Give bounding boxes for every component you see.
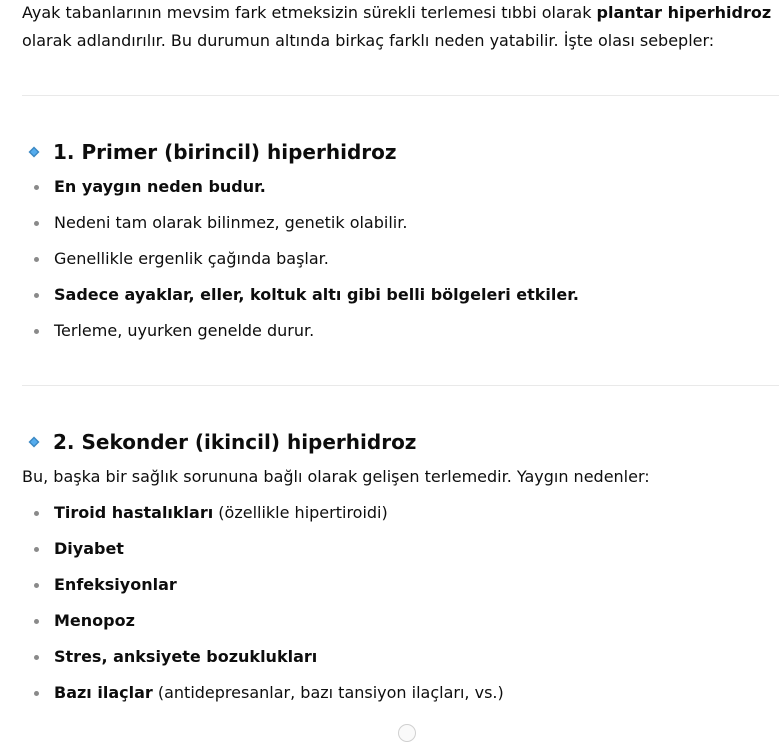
intro-text-after: olarak adlandırılır. Bu durumun altında birkaç farklı neden yatabilir. İşte olası sebepler: xyxy=(22,31,715,50)
list-item xyxy=(22,277,779,313)
list-item xyxy=(22,603,779,639)
secondary-description: Bu, başka bir sağlık sorununa bağlı olarak gelişen terlemedir. Yaygın nedenler: xyxy=(22,467,650,486)
list-item xyxy=(22,241,779,277)
intro-bold-term: plantar hiperhidroz xyxy=(596,3,772,22)
list-item xyxy=(22,531,779,567)
list-item xyxy=(22,205,779,241)
list-item-text: Nedeni tam olarak bilinmez, genetik olabilir. xyxy=(54,213,408,232)
list-item-bold: En yaygın neden budur. xyxy=(54,177,266,196)
intro-paragraph xyxy=(22,0,779,55)
bullet-dot xyxy=(34,329,39,334)
bullet-dot xyxy=(34,293,39,298)
list-item xyxy=(22,567,779,603)
bullet-dot xyxy=(34,547,39,552)
list-item xyxy=(22,639,779,675)
section-heading-secondary xyxy=(22,427,779,457)
list-item-bold: Menopoz xyxy=(54,611,135,630)
list-item-text: Terleme, uyurken genelde durur. xyxy=(54,321,315,340)
list-item-bold: Sadece ayaklar, eller, koltuk altı gibi belli bölgeleri etkiler. xyxy=(54,285,579,304)
list-item-bold: Enfeksiyonlar xyxy=(54,575,177,594)
bullet-dot xyxy=(34,221,39,226)
bullet-dot xyxy=(34,511,39,516)
bullet-dot xyxy=(34,655,39,660)
section-title: 1. Primer (birincil) hiperhidroz xyxy=(53,140,397,164)
list-item-bold: Diyabet xyxy=(54,539,124,558)
scroll-to-bottom-button[interactable] xyxy=(398,724,416,742)
list-item-bold: Bazı ilaçlar xyxy=(54,683,153,702)
bullet-dot xyxy=(34,257,39,262)
bullet-dot xyxy=(34,619,39,624)
intro-text-before: Ayak tabanlarının mevsim fark etmeksizin sürekli terlemesi tıbbi olarak xyxy=(22,3,597,22)
section-heading-primary xyxy=(22,137,779,167)
article-content xyxy=(22,0,779,711)
list-item-text: Genellikle ergenlik çağında başlar. xyxy=(54,249,329,268)
secondary-causes-list xyxy=(22,495,779,711)
list-item xyxy=(22,675,779,711)
bullet-dot xyxy=(34,691,39,696)
primary-causes-list xyxy=(22,169,779,349)
list-item xyxy=(22,495,779,531)
list-item xyxy=(22,313,779,349)
section-title: 2. Sekonder (ikincil) hiperhidroz xyxy=(53,430,417,454)
small-blue-diamond-icon xyxy=(24,141,46,163)
bullet-dot xyxy=(34,583,39,588)
list-item-bold: Tiroid hastalıkları xyxy=(54,503,214,522)
list-item-bold: Stres, anksiyete bozuklukları xyxy=(54,647,318,666)
list-item xyxy=(22,169,779,205)
list-item-text: (antidepresanlar, bazı tansiyon ilaçları, vs.) xyxy=(152,683,504,702)
bullet-dot xyxy=(34,185,39,190)
small-blue-diamond-icon xyxy=(24,431,46,453)
list-item-text: (özellikle hipertiroidi) xyxy=(213,503,388,522)
